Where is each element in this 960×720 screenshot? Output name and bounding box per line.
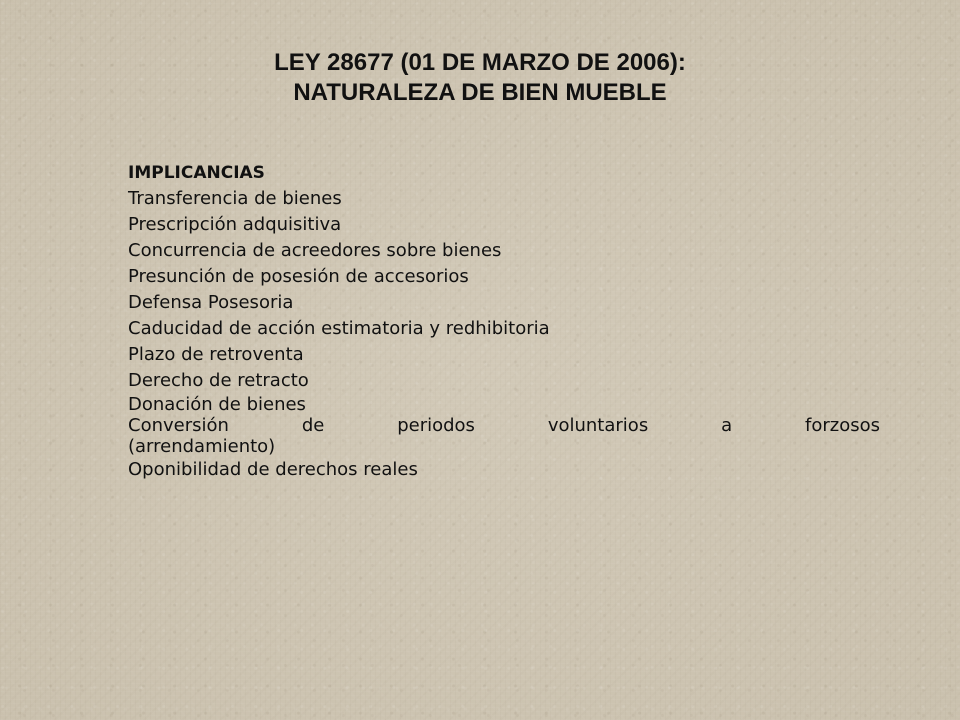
conversion-word-1: Conversión — [128, 415, 229, 436]
slide-title-line-1: LEY 28677 (01 DE MARZO DE 2006): — [274, 49, 686, 76]
implications-list — [128, 160, 880, 483]
list-item-oponibilidad: Oponibilidad de derechos reales — [128, 459, 418, 480]
implications-heading: IMPLICANCIAS — [128, 163, 265, 183]
conversion-word-5: a — [721, 415, 733, 436]
conversion-word-2: de — [301, 415, 325, 436]
list-item-conversion-continuation: (arrendamiento) — [128, 436, 276, 457]
list-item-presuncion: Presunción de posesión de accesorios — [128, 266, 469, 287]
list-item-caducidad: Caducidad de acción estimatoria y redhibitoria — [128, 318, 550, 339]
list-item-plazo: Plazo de retroventa — [128, 344, 304, 365]
conversion-word-3: periodos — [397, 415, 475, 436]
conversion-word-4: voluntarios — [547, 415, 649, 436]
list-item-conversion — [128, 415, 880, 436]
list-item-concurrencia: Concurrencia de acreedores sobre bienes — [128, 240, 502, 261]
list-item-derecho: Derecho de retracto — [128, 370, 309, 391]
list-item-prescripcion: Prescripción adquisitiva — [128, 214, 342, 235]
slide-title — [0, 48, 960, 108]
slide-title-line-2: NATURALEZA DE BIEN MUEBLE — [293, 79, 667, 106]
list-item-defensa: Defensa Posesoria — [128, 292, 294, 313]
conversion-word-6: forzosos — [805, 415, 880, 436]
list-item-transferencia: Transferencia de bienes — [128, 188, 342, 209]
list-item-donacion: Donación de bienes — [128, 394, 306, 415]
